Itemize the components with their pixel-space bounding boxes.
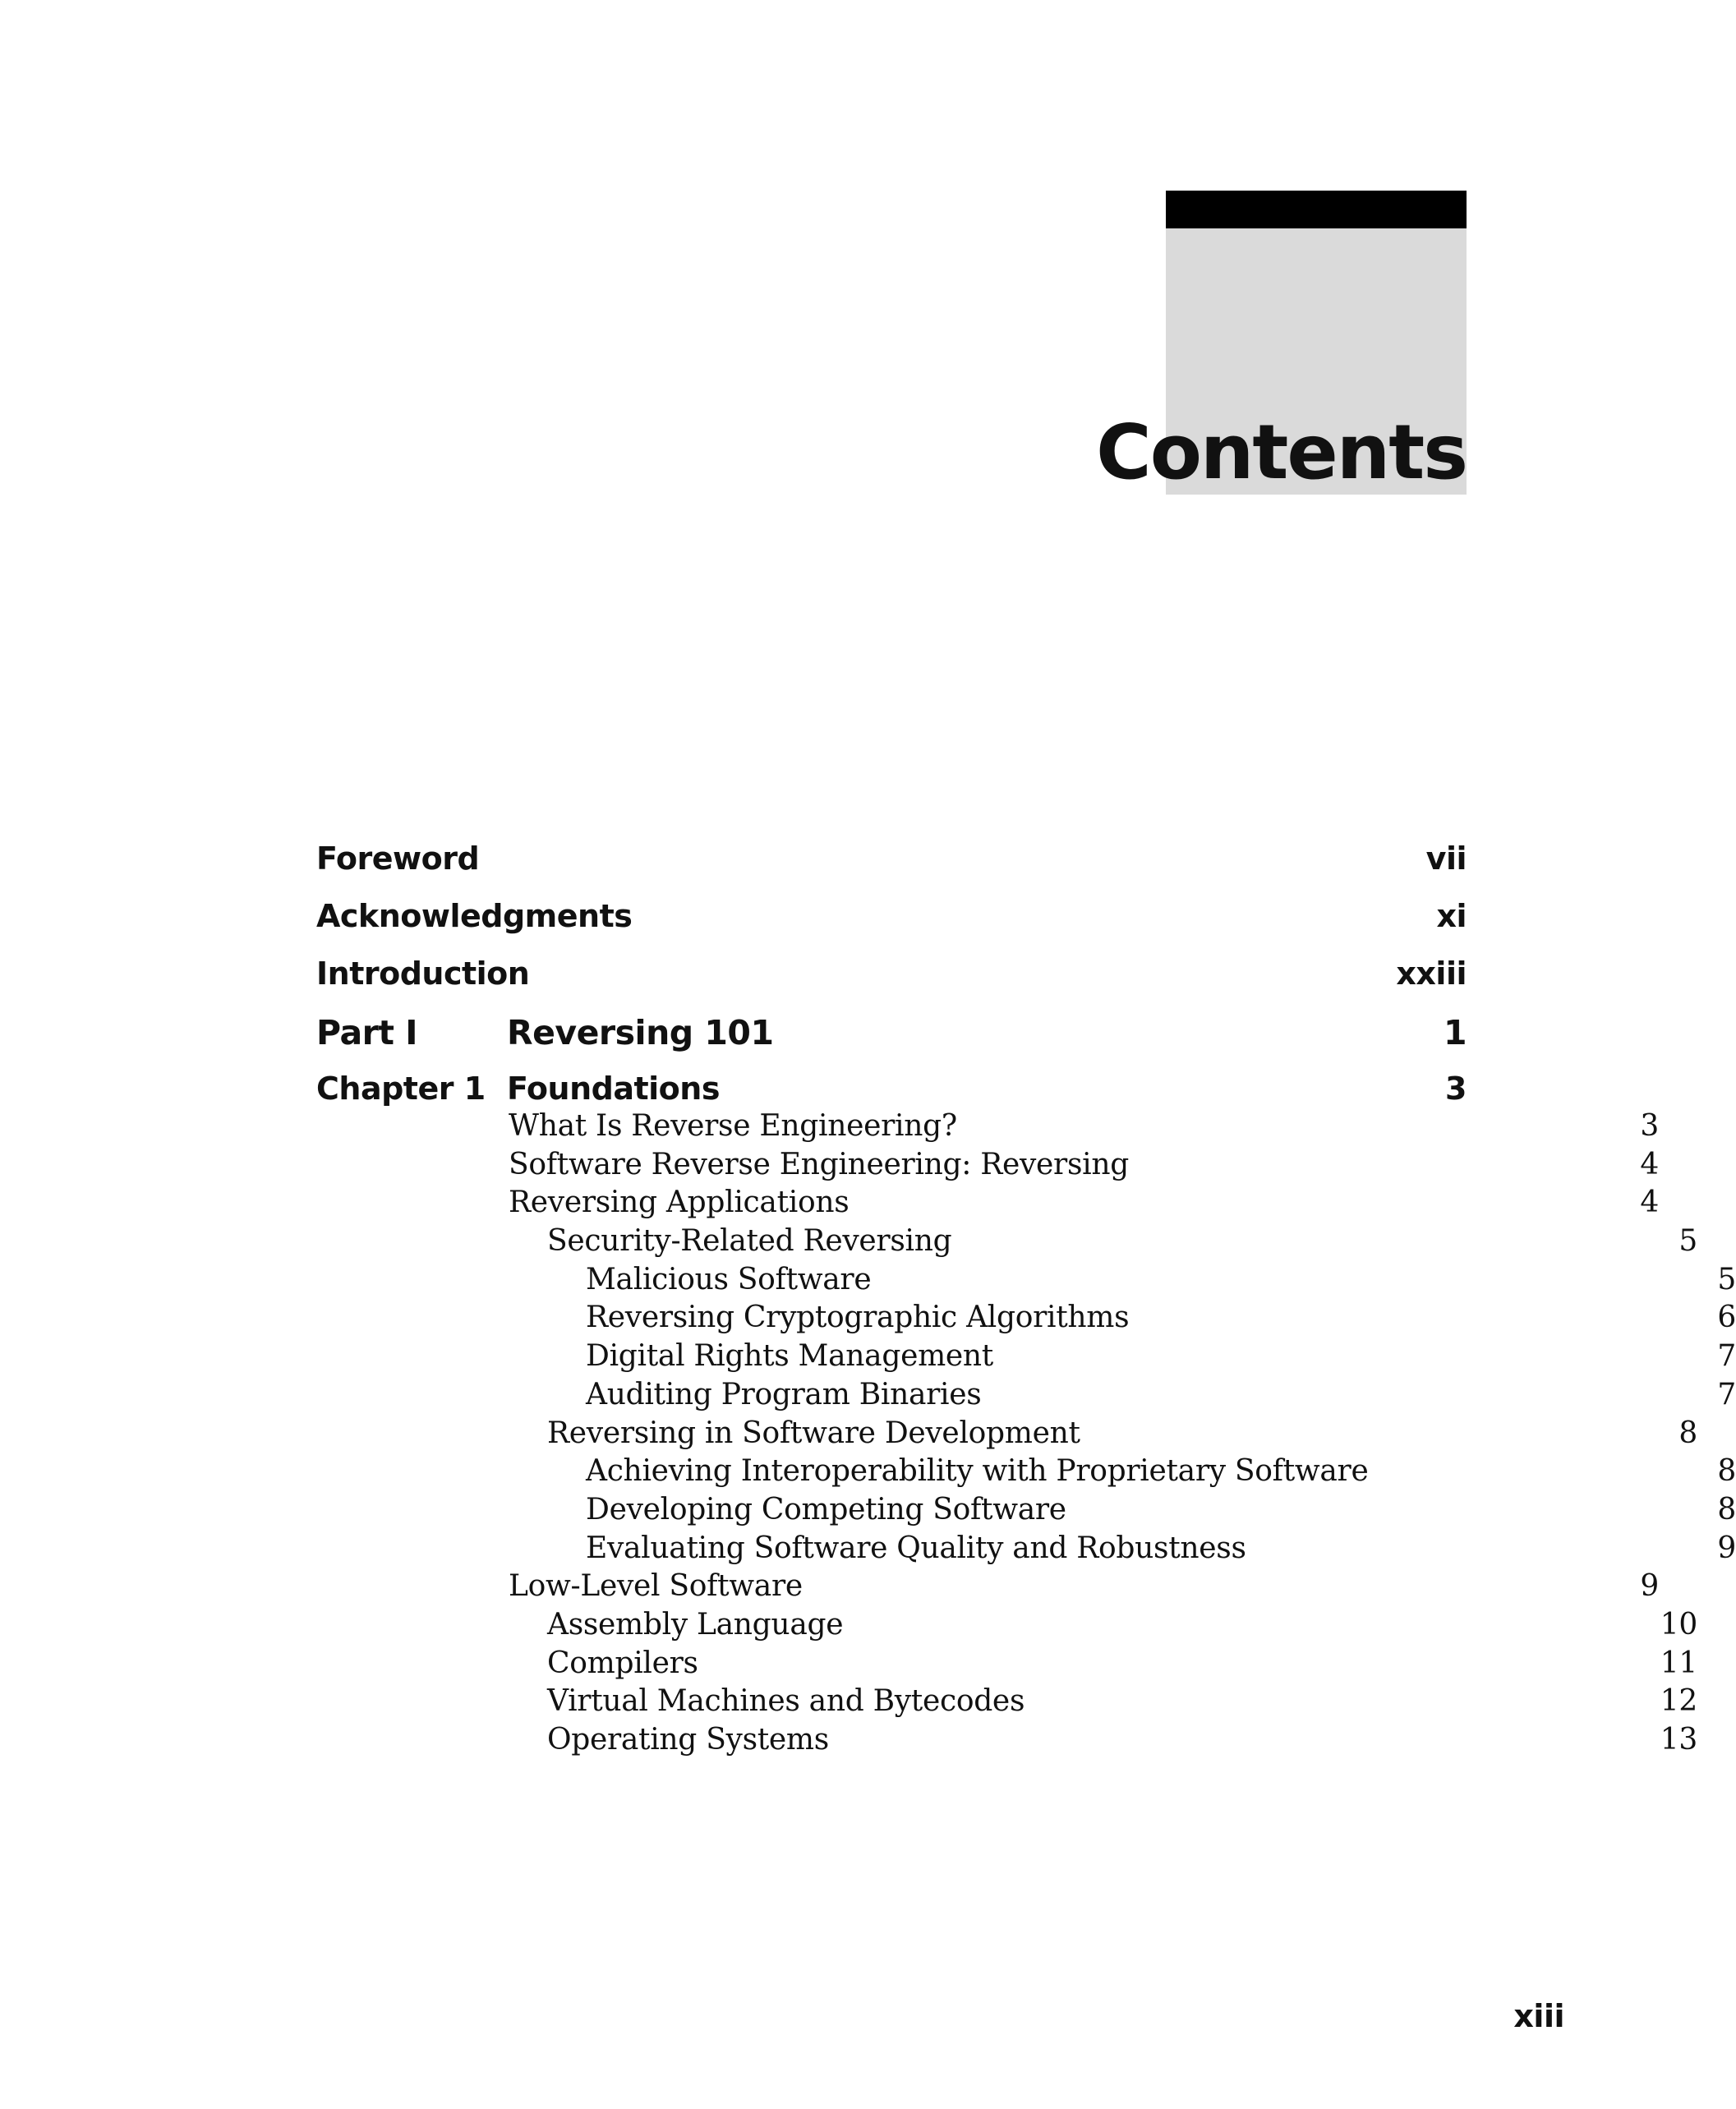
toc-entry-title: Acknowledgments	[316, 898, 633, 934]
toc-subsection-entry	[316, 1684, 1697, 1723]
toc-chapter-heading	[316, 1071, 1467, 1109]
toc-entry-title: Software Reverse Engineering: Reversing	[509, 1147, 1129, 1181]
toc-entry-title: Compilers	[547, 1646, 698, 1680]
toc-entry-title: Introduction	[316, 955, 530, 992]
toc-page-number: 5	[1678, 1224, 1697, 1259]
toc-entry-title: Auditing Program Binaries	[586, 1377, 982, 1411]
toc-page-number: 1	[1443, 1013, 1467, 1052]
toc-page-number: xi	[1436, 898, 1467, 934]
toc-page-number: 9	[1640, 1569, 1659, 1604]
toc-page-number: 8	[1678, 1416, 1697, 1450]
toc-page-number: vii	[1425, 840, 1467, 877]
toc-entry-title: Security-Related Reversing	[547, 1224, 952, 1259]
toc-section-entry	[316, 1569, 1659, 1608]
toc-page-number: 3	[1640, 1109, 1659, 1143]
toc-page-number: 11	[1660, 1646, 1697, 1680]
toc-entry-title: Achieving Interoperability with Proprietary Software	[586, 1454, 1369, 1489]
toc-subsubsection-entry	[316, 1454, 1736, 1493]
toc-chapter-label: Chapter 1	[316, 1071, 486, 1107]
toc-front-matter-acknowledgments	[316, 898, 1467, 955]
toc-subsection-entry	[316, 1608, 1697, 1646]
toc-entry-title: What Is Reverse Engineering?	[509, 1109, 957, 1143]
toc-front-matter-foreword	[316, 840, 1467, 898]
toc-front-matter-introduction	[316, 955, 1467, 1013]
toc-subsubsection-entry	[316, 1378, 1736, 1416]
toc-entry-title: Malicious Software	[586, 1262, 872, 1296]
toc-subsection-entry	[316, 1416, 1697, 1455]
toc-part-label: Part I	[316, 1013, 417, 1052]
toc-entry-title: Developing Competing Software	[586, 1492, 1066, 1526]
toc-entry-title: Digital Rights Management	[586, 1339, 993, 1374]
toc-entry-title: Reversing Applications	[509, 1186, 850, 1220]
toc-page-number: 12	[1660, 1684, 1697, 1719]
toc-page-number: 4	[1640, 1147, 1659, 1181]
page-folio-number: xiii	[1513, 1998, 1564, 2034]
toc-page-number: 8	[1717, 1454, 1736, 1489]
toc-entry-title: Reversing in Software Development	[547, 1416, 1080, 1450]
toc-subsection-entry	[316, 1723, 1697, 1761]
toc-page-number: 9	[1717, 1531, 1736, 1565]
toc-page-number: 7	[1717, 1377, 1736, 1411]
toc-entry-title: Assembly Language	[547, 1607, 844, 1642]
table-of-contents	[316, 840, 1736, 1761]
toc-page-number: xxiii	[1396, 955, 1467, 992]
toc-page-number: 10	[1660, 1607, 1697, 1642]
toc-subsubsection-entry	[316, 1339, 1736, 1378]
toc-entry-title: Reversing Cryptographic Algorithms	[586, 1301, 1130, 1335]
toc-page-number: 3	[1445, 1071, 1467, 1107]
page-title: Contents	[1096, 408, 1467, 496]
toc-page-number: 5	[1717, 1262, 1736, 1296]
toc-subsubsection-entry	[316, 1263, 1736, 1301]
header-black-bar	[1166, 191, 1467, 228]
toc-entry-title: Evaluating Software Quality and Robustness	[586, 1531, 1246, 1565]
toc-page-number: 7	[1717, 1339, 1736, 1374]
toc-chapter-title: Foundations	[507, 1071, 720, 1107]
toc-part-heading	[316, 1013, 1467, 1071]
toc-section-entry	[316, 1148, 1659, 1186]
toc-entry-title: Low-Level Software	[509, 1569, 803, 1604]
toc-entry-title: Operating Systems	[547, 1723, 829, 1757]
toc-subsubsection-entry	[316, 1493, 1736, 1531]
toc-subsubsection-entry	[316, 1301, 1736, 1339]
toc-subsubsection-entry	[316, 1531, 1736, 1570]
toc-page-number: 4	[1640, 1186, 1659, 1220]
toc-page-number: 8	[1717, 1492, 1736, 1526]
toc-part-title: Reversing 101	[507, 1013, 774, 1052]
toc-section-entry	[316, 1109, 1659, 1148]
toc-section-entry	[316, 1186, 1659, 1224]
toc-page-number: 13	[1660, 1723, 1697, 1757]
toc-subsection-entry	[316, 1224, 1697, 1263]
toc-page-number: 6	[1717, 1301, 1736, 1335]
toc-entry-title: Virtual Machines and Bytecodes	[547, 1684, 1025, 1719]
toc-subsection-entry	[316, 1646, 1697, 1685]
toc-entry-title: Foreword	[316, 840, 480, 877]
